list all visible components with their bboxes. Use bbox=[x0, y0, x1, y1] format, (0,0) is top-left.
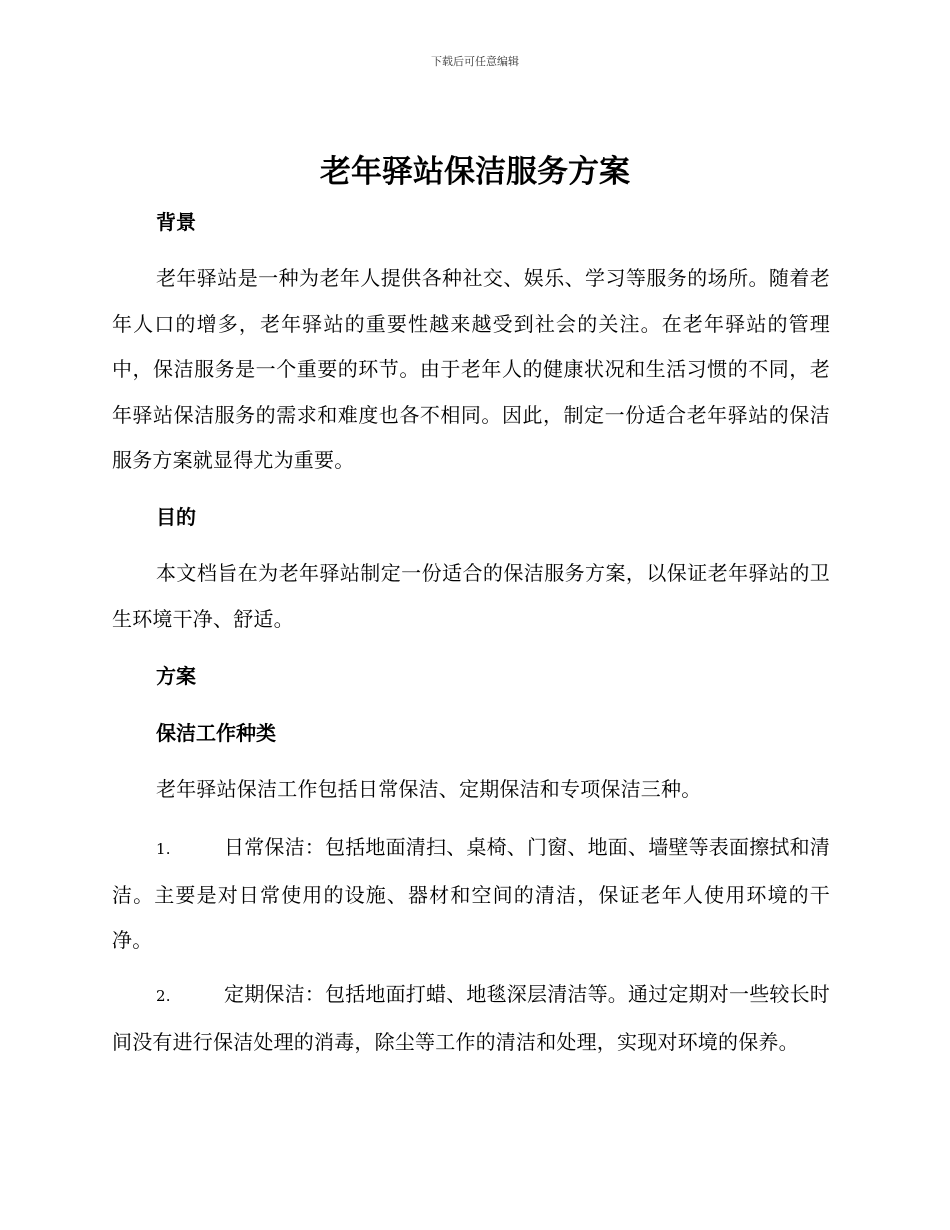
list-item-number: 2. bbox=[156, 987, 171, 1005]
document-body bbox=[112, 0, 830, 1230]
section-heading-work-types: 保洁工作种类 bbox=[156, 721, 276, 745]
section-heading-plan: 方案 bbox=[156, 664, 196, 688]
list-item-daily-cleaning bbox=[112, 825, 830, 964]
paragraph-work-types-intro: 老年驿站保洁工作包括日常保洁、定期保洁和专项保洁三种。 bbox=[156, 777, 702, 801]
section-heading-purpose: 目的 bbox=[156, 505, 196, 529]
paragraph-background: 老年驿站是一种为老年人提供各种社交、娱乐、学习等服务的场所。随着老年人口的增多，老年驿站的重要性越来越受到社会的关注。在老年驿站的管理中，保洁服务是一个重要的环节。由于老年人的健康状况和生活习惯的不同，老年驿站保洁服务的需求和难度也各不相同。因此，制定一份适合老年驿站的保洁服务方案就显得尤为重要。 bbox=[112, 266, 830, 472]
list-item-text: 日常保洁：包括地面清扫、桌椅、门窗、地面、墙壁等表面擦拭和清洁。主要是对日常使用的设施、器材和空间的清洁，保证老年人使用环境的干净。 bbox=[112, 835, 830, 952]
paragraph-purpose: 本文档旨在为老年驿站制定一份适合的保洁服务方案，以保证老年驿站的卫生环境干净、舒适。 bbox=[112, 561, 830, 631]
list-item-text: 定期保洁：包括地面打蜡、地毯深层清洁等。通过定期对一些较长时间没有进行保洁处理的消毒，除尘等工作的清洁和处理，实现对环境的保养。 bbox=[112, 982, 830, 1054]
list-item-periodic-cleaning bbox=[112, 972, 830, 1065]
list-item-number: 1. bbox=[156, 840, 171, 858]
document-title: 老年驿站保洁服务方案 bbox=[320, 154, 630, 190]
section-heading-background: 背景 bbox=[156, 210, 196, 234]
header-note: 下载后可任意编辑 bbox=[431, 55, 519, 68]
